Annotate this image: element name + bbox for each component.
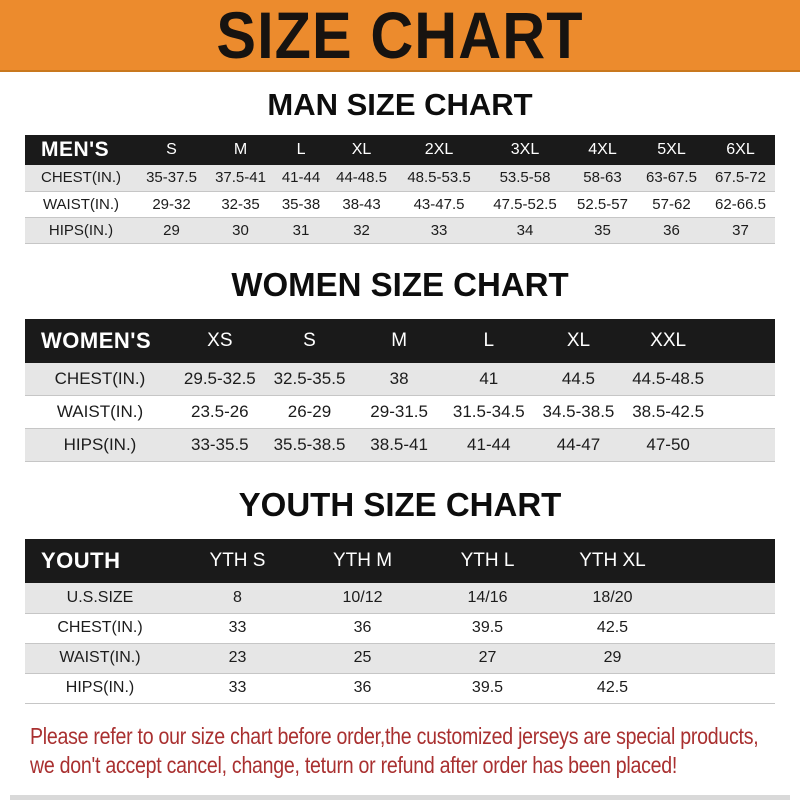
size-col-header: YTH XL [550, 539, 675, 583]
size-col-header: S [265, 319, 355, 363]
size-col-header: YTH L [425, 539, 550, 583]
measurement-row [25, 673, 775, 703]
measurement-label: WAIST(IN.) [59, 649, 141, 666]
size-value-cell: 37.5-41 [215, 169, 266, 187]
size-value-cell: 36 [353, 679, 372, 696]
size-col-header: XXL [623, 319, 713, 363]
size-value-cell: 48.5-53.5 [407, 169, 471, 187]
size-chart-banner [0, 0, 800, 72]
row-spacer [675, 673, 775, 703]
row-spacer [713, 363, 775, 396]
banner-title: SIZE CHART [216, 0, 584, 73]
size-value-cell: 23.5-26 [190, 402, 249, 421]
measurement-row [25, 583, 775, 613]
size-value-cell: 38 [389, 368, 409, 388]
footer-line-1: Please refer to our size chart before order,the customized jerseys are special products, [30, 722, 759, 749]
size-value-cell: 29 [163, 221, 180, 239]
size-value-cell: 44-47 [556, 435, 601, 454]
size-value-cell: 44-48.5 [336, 169, 387, 187]
measurement-row [25, 396, 775, 429]
youth-group-label: YOUTH [25, 539, 175, 583]
measurement-label: HIPS(IN.) [63, 435, 137, 454]
measurement-row [25, 363, 775, 396]
size-value-cell: 38.5-41 [370, 435, 428, 454]
size-col-header: 4XL [568, 135, 637, 165]
bottom-edge-strip [10, 795, 790, 800]
size-col-header: M [354, 319, 444, 363]
women-group-label: WOMEN'S [25, 319, 175, 363]
men-size-table [25, 135, 775, 244]
size-col-header: L [275, 135, 327, 165]
measurement-label: HIPS(IN.) [65, 679, 135, 696]
measurement-label: CHEST(IN.) [57, 619, 143, 636]
size-value-cell: 31.5-34.5 [452, 402, 525, 421]
size-value-cell: 35.5-38.5 [273, 435, 346, 454]
size-value-cell: 42.5 [596, 679, 629, 696]
size-value-cell: 23 [228, 649, 247, 666]
size-value-cell: 39.5 [471, 679, 504, 696]
size-value-cell: 31 [292, 221, 310, 239]
size-value-cell: 47.5-52.5 [493, 195, 557, 213]
size-col-header: 5XL [637, 135, 706, 165]
size-value-cell: 41-44 [281, 169, 321, 187]
size-col-header: S [137, 135, 206, 165]
measurement-label: WAIST(IN.) [42, 195, 120, 213]
measurement-label: WAIST(IN.) [56, 402, 144, 421]
size-col-header: YTH M [300, 539, 425, 583]
men-table-head [25, 135, 775, 165]
size-value-cell: 32.5-35.5 [273, 368, 346, 388]
row-spacer [713, 396, 775, 429]
footer-disclaimer [30, 722, 800, 780]
row-spacer [713, 429, 775, 462]
size-value-cell: 8 [233, 588, 242, 606]
measurement-label: HIPS(IN.) [48, 221, 114, 239]
measurement-row [25, 165, 775, 191]
measurement-row [25, 217, 775, 243]
size-value-cell: 58-63 [583, 169, 622, 187]
youth-size-section [0, 486, 800, 704]
row-spacer [675, 643, 775, 673]
women-section-heading: WOMEN SIZE CHART [231, 265, 569, 303]
women-size-section [0, 266, 800, 463]
size-value-cell: 18/20 [592, 588, 633, 606]
youth-table-body [25, 583, 775, 703]
size-col-header: YTH S [175, 539, 300, 583]
size-value-cell: 33 [228, 619, 247, 636]
measurement-row [25, 191, 775, 217]
size-value-cell: 33 [228, 679, 247, 696]
size-value-cell: 34 [516, 221, 534, 239]
size-value-cell: 29-31.5 [370, 402, 428, 421]
row-spacer [675, 583, 775, 613]
size-col-header: XS [175, 319, 265, 363]
size-value-cell: 33 [430, 221, 448, 239]
size-value-cell: 47-50 [646, 435, 690, 454]
size-col-header: L [444, 319, 534, 363]
women-table-body [25, 363, 775, 462]
size-value-cell: 38.5-42.5 [632, 402, 705, 421]
size-value-cell: 29 [603, 649, 622, 666]
size-value-cell: 52.5-57 [577, 195, 628, 213]
header-spacer [675, 539, 775, 583]
size-value-cell: 25 [353, 649, 372, 666]
size-value-cell: 30 [232, 221, 249, 239]
size-value-cell: 32 [353, 221, 370, 239]
women-size-table [25, 319, 775, 463]
size-value-cell: 41-44 [467, 435, 511, 454]
size-value-cell: 43-47.5 [413, 195, 465, 213]
size-value-cell: 53.5-58 [499, 169, 551, 187]
size-col-header: 3XL [482, 135, 568, 165]
men-group-label: MEN'S [25, 135, 137, 165]
size-value-cell: 10/12 [342, 588, 383, 606]
size-tables-container [0, 87, 800, 704]
youth-size-table [25, 539, 775, 704]
size-value-cell: 44.5-48.5 [632, 368, 705, 388]
youth-header-row [25, 539, 775, 583]
measurement-label: CHEST(IN.) [54, 368, 146, 388]
size-value-cell: 35-37.5 [146, 169, 197, 187]
header-spacer [713, 319, 775, 363]
men-section-heading: MAN SIZE CHART [267, 87, 533, 122]
size-value-cell: 41 [479, 368, 499, 388]
size-value-cell: 42.5 [596, 619, 629, 636]
size-value-cell: 67.5-72 [715, 169, 766, 187]
size-value-cell: 35-38 [281, 195, 321, 213]
size-col-header: XL [534, 319, 624, 363]
size-value-cell: 34.5-38.5 [542, 402, 615, 421]
measurement-label: CHEST(IN.) [41, 169, 121, 187]
size-value-cell: 36 [353, 619, 372, 636]
size-col-header: 2XL [396, 135, 482, 165]
size-value-cell: 33-35.5 [190, 435, 249, 454]
size-col-header: 6XL [706, 135, 775, 165]
size-value-cell: 39.5 [471, 619, 504, 636]
size-value-cell: 14/16 [467, 588, 508, 606]
women-table-head [25, 319, 775, 363]
size-value-cell: 27 [478, 649, 497, 666]
size-col-header: XL [327, 135, 396, 165]
measurement-row [25, 613, 775, 643]
size-value-cell: 57-62 [652, 195, 691, 213]
size-value-cell: 36 [663, 221, 680, 239]
men-header-row [25, 135, 775, 165]
size-value-cell: 26-29 [287, 402, 332, 421]
footer-line-2: we don't accept cancel, change, teturn or refund after order has been placed! [30, 751, 678, 778]
youth-table-head [25, 539, 775, 583]
size-value-cell: 29.5-32.5 [183, 368, 256, 388]
women-header-row [25, 319, 775, 363]
size-value-cell: 62-66.5 [715, 195, 766, 213]
row-spacer [675, 613, 775, 643]
measurement-row [25, 429, 775, 462]
size-value-cell: 63-67.5 [646, 169, 697, 187]
measurement-row [25, 643, 775, 673]
size-value-cell: 44.5 [561, 368, 595, 388]
size-value-cell: 38-43 [342, 195, 381, 213]
size-value-cell: 29-32 [152, 195, 191, 213]
size-value-cell: 37 [732, 221, 749, 239]
measurement-label: U.S.SIZE [66, 588, 134, 606]
size-value-cell: 35 [594, 221, 611, 239]
youth-section-heading: YOUTH SIZE CHART [238, 486, 562, 523]
size-col-header: M [206, 135, 275, 165]
men-table-body [25, 165, 775, 243]
men-size-section [0, 87, 800, 244]
size-value-cell: 32-35 [221, 195, 260, 213]
